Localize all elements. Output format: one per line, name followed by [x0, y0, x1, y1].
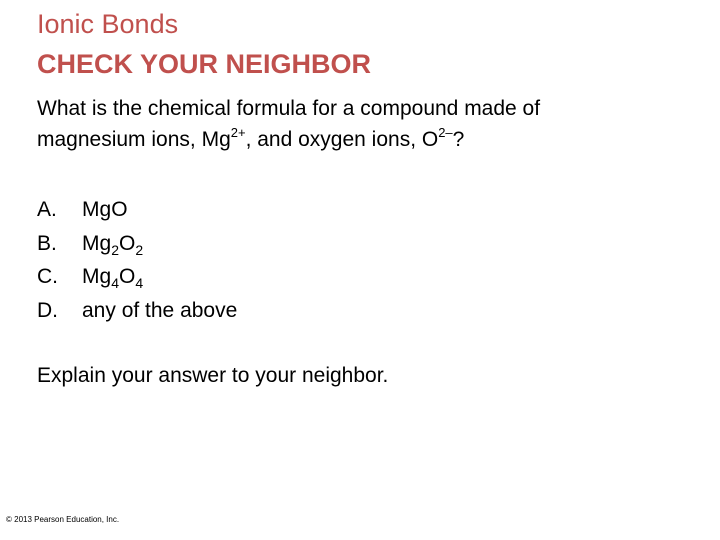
option-b-o: O: [118, 231, 136, 255]
question-mg-text: magnesium ions, Mg: [37, 128, 231, 151]
title-subheading: CHECK YOUR NEIGHBOR: [37, 49, 372, 79]
option-c-mg-subscript: 4: [111, 275, 119, 291]
option-d-letter: D.: [37, 298, 58, 322]
option-c-mg: Mg: [82, 265, 112, 288]
question-mark: ?: [452, 128, 465, 151]
option-b-mg-subscript: 2: [111, 241, 119, 258]
option-a[interactable]: [37, 193, 237, 227]
option-d-text: any of the above: [82, 298, 238, 322]
mg-charge: 2+: [230, 125, 246, 140]
option-c-formula: [82, 260, 143, 294]
option-a-mg: Mg: [82, 198, 112, 221]
instruction-text: Explain your answer to your neighbor.: [37, 364, 389, 387]
option-b-letter: B.: [37, 231, 57, 255]
slide-title: [37, 4, 371, 84]
answer-options: [37, 193, 237, 327]
option-b-formula: [82, 227, 143, 261]
option-d[interactable]: [37, 294, 237, 328]
option-c[interactable]: [37, 260, 237, 294]
option-b-o-subscript: 2: [135, 241, 144, 258]
question-line-2: [37, 124, 677, 155]
option-a-letter: A.: [37, 198, 57, 221]
question-line-1: What is the chemical formula for a compound made of: [37, 97, 541, 120]
question-text: [37, 93, 677, 155]
copyright-notice: © 2013 Pearson Education, Inc.: [6, 515, 120, 524]
option-b[interactable]: [37, 227, 237, 261]
option-c-o-subscript: 4: [135, 275, 144, 291]
option-b-mg: Mg: [82, 231, 112, 255]
option-a-o: O: [111, 198, 128, 221]
option-c-letter: C.: [37, 265, 58, 288]
title-topic: Ionic Bonds: [37, 9, 179, 39]
question-oxygen-text: , and oxygen ions, O: [245, 128, 439, 151]
option-c-o: O: [118, 265, 136, 288]
o-charge: 2–: [438, 125, 453, 140]
option-a-formula: [82, 193, 128, 227]
